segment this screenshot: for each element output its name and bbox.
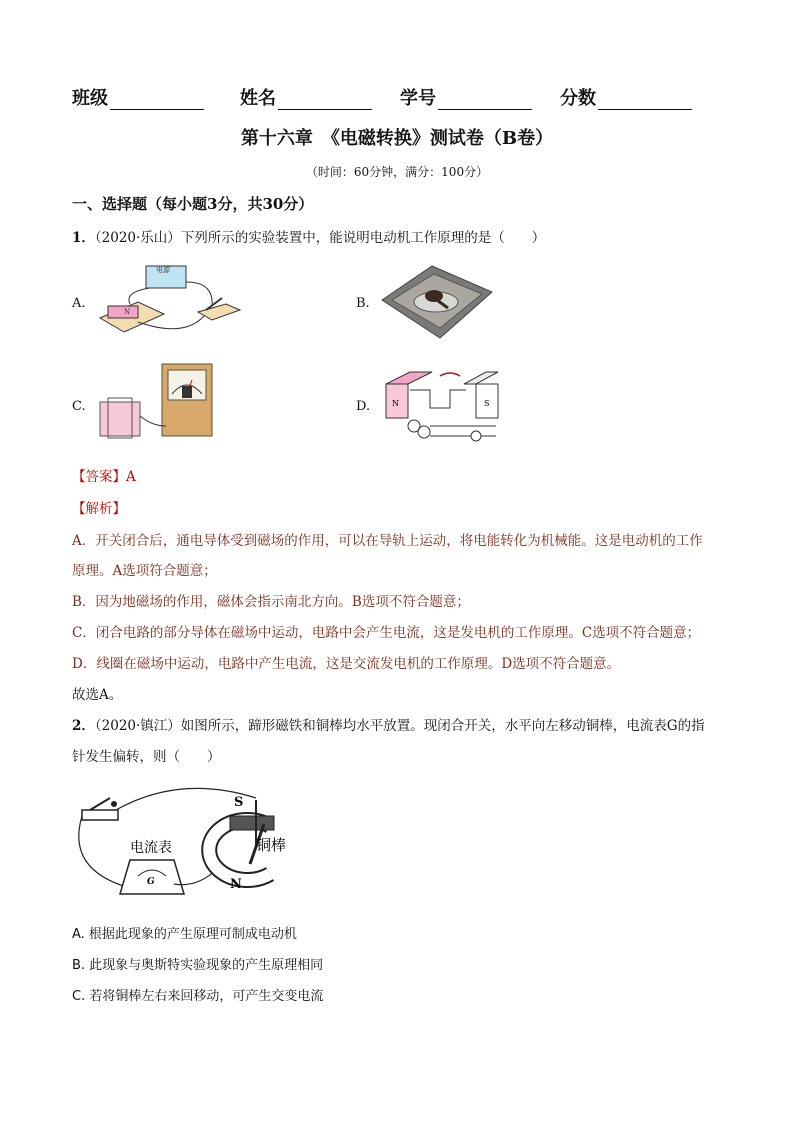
analysis-line: C．闭合电路的部分导体在磁场中运动，电路中会产生电流，这是发电机的工作原理。C选项不符合题意；: [72, 625, 701, 641]
figure-s-label: S: [234, 795, 244, 810]
figure-rod-label: 铜棒: [256, 836, 287, 854]
question-1-number: 1．: [72, 230, 95, 246]
score-label: 分数: [560, 88, 596, 109]
figure-n-label: N: [230, 877, 242, 892]
analysis-label: 【解析】: [72, 501, 126, 517]
option-b-label[interactable]: B.: [356, 296, 370, 311]
answer-1: [72, 465, 136, 485]
student-number-blank[interactable]: [438, 89, 532, 110]
analysis-line: D．线圈在磁场中运动，电路中产生电流，这是交流发电机的工作原理。D选项不符合题意。: [72, 656, 621, 672]
option-a-label[interactable]: A.: [72, 296, 86, 311]
figure-d-generator: [380, 364, 504, 450]
page-subtitle: （时间：60分钟，满分：100分）: [305, 165, 489, 179]
name-field[interactable]: [240, 84, 372, 110]
analysis-line: 原理。A选项符合题意；: [72, 563, 217, 579]
name-label: 姓名: [240, 88, 276, 109]
analysis-line: A．开关闭合后，通电导体受到磁场的作用，可以在导轨上运动，将电能转化为机械能。这是电动机的工作: [72, 533, 703, 549]
answer-value: A: [126, 469, 136, 485]
figure-b-compass-spoon: [376, 262, 496, 342]
score-blank[interactable]: [598, 89, 692, 110]
option-c-label[interactable]: C.: [72, 399, 86, 414]
question-2-stem: [72, 714, 705, 734]
answer-label: 【答案】: [72, 469, 126, 485]
class-field[interactable]: [72, 84, 204, 110]
figure-d-n-label: N: [392, 399, 399, 408]
class-blank[interactable]: [110, 89, 204, 110]
student-number-label: 学号: [400, 88, 436, 109]
option-b[interactable]: B. 此现象与奥斯特实验现象的产生原理相同: [72, 958, 324, 973]
class-label: 班级: [72, 88, 108, 109]
page-title: 第十六章 《电磁转换》测试卷（B卷）: [240, 128, 554, 149]
student-number-field[interactable]: [400, 84, 532, 110]
question-1-text: （2020·乐山）下列所示的实验装置中，能说明电动机工作原理的是（ ）: [94, 230, 546, 246]
answer-conclusion: 故选A。: [72, 687, 123, 703]
question-2-text: （2020·镇江）如图所示，蹄形磁铁和铜棒均水平放置。现闭合开关，水平向左移动铜棒，电流表G的指: [94, 718, 705, 734]
option-a[interactable]: A. 根据此现象的产生原理可制成电动机: [72, 927, 297, 942]
figure-q2-apparatus: [70, 780, 310, 902]
figure-a-n-label: N: [124, 308, 131, 316]
student-info-header: [72, 84, 712, 112]
option-c[interactable]: C. 若将铜棒左右来回移动，可产生交变电流: [72, 989, 324, 1004]
score-field[interactable]: [560, 84, 692, 110]
figure-g-label: G: [147, 877, 155, 887]
question-1-stem: [72, 226, 545, 246]
figure-a-motor-rails: [94, 262, 244, 342]
figure-ammeter-label: 电流表: [130, 840, 172, 856]
analysis-line: B．因为地磁场的作用，磁体会指示南北方向。B选项不符合题意；: [72, 594, 470, 610]
figure-d-s-label: S: [484, 399, 490, 408]
figure-c-galvanometer: [96, 360, 220, 440]
section-heading: 一、选择题（每小题3分，共30分）: [72, 195, 314, 213]
option-d-label[interactable]: D.: [356, 399, 371, 414]
question-2-stem-cont: 针发生偏转，则（ ）: [72, 749, 221, 765]
figure-a-power-label: 电源: [156, 266, 170, 274]
question-2-number: 2．: [72, 718, 95, 734]
name-blank[interactable]: [278, 89, 372, 110]
